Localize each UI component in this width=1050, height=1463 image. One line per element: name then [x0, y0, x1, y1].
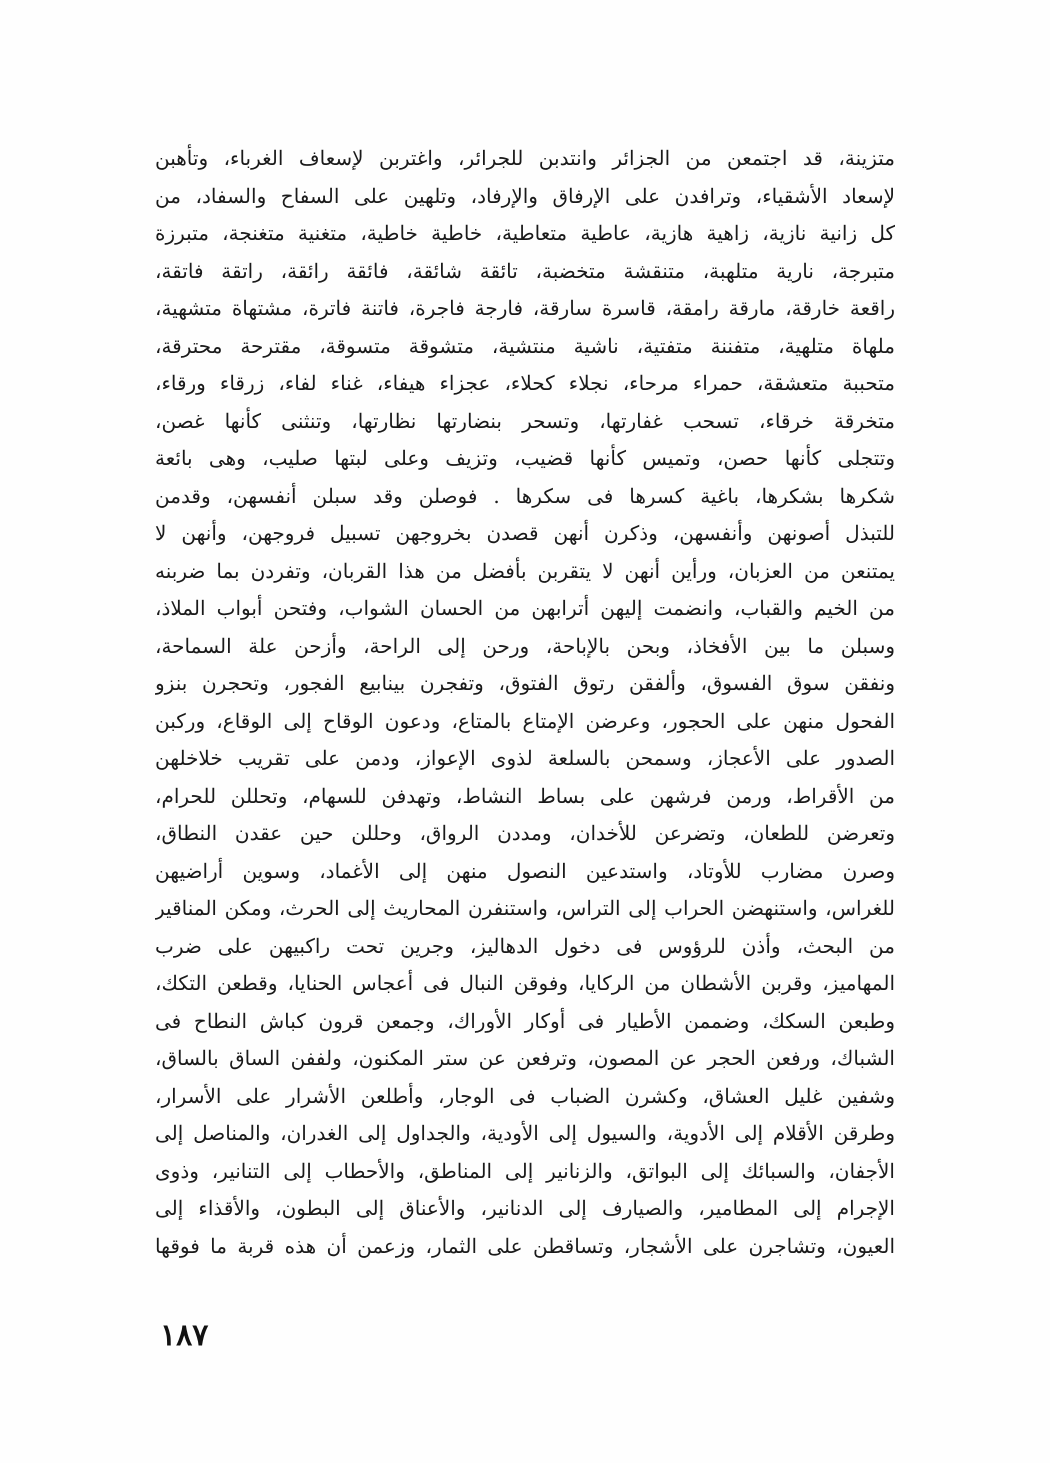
text-line: للغراس، واستنهضن الحراب إلى التراس، واستنفرن المحاريث إلى الحرث، ومكن المناقير — [155, 896, 895, 920]
text-line: وتعرضن للطعان، وتضرعن للأخدان، ومددن الرواق، وحللن حين عقدن النطاق، — [155, 821, 895, 845]
text-line: وصرن مضارب للأوتاد، واستدعين النصول منهن إلى الأغماد، وسوين أراضيهن — [155, 858, 895, 883]
text-line: الإجرام إلى المطامير، والصيارف إلى الدنانير، والأعناق إلى البطون، والأقذاء إلى — [155, 1196, 895, 1220]
text-line: وطرقن الأقلام إلى الأدوية، والسيول إلى الأودية، والجداول إلى الغدران، والمناصل إلى — [155, 1121, 895, 1145]
text-line: الصدور على الأعجاز، وسمحن بالسلعة لذوى الإعواز، ودمن على تقريب خلاخلهن — [155, 746, 895, 770]
text-line: متزينة، قد اجتمعن من الجزائر وانتدبن للجرائر، واغتربن لإسعاف الغرباء، وتأهبن — [155, 146, 895, 170]
text-line: الأجفان، والسبائك إلى البواتق، والزنانير إلى المناطق، والأحطاب إلى التنانير، وذوى — [155, 1158, 895, 1183]
text-line: متحببة متعشقة، حمراء مرحاء، نجلاء كحلاء، عجزاء هيفاء، غناء لفاء، زرقاء ورقاء، — [155, 371, 895, 395]
text-line: متخرقة خرقاء، تسحب غفارتها، وتسحر بنضارتها نظارتها، وتنثنى كأنها غصن، — [155, 408, 895, 433]
text-line: الشباك، ورفعن الحجر عن المصون، وترفعن عن ستر المكنون، ولففن الساق بالساق، — [155, 1046, 895, 1070]
text-line: وسبلن ما بين الأفخاذ، وبحن بالإباحة، ورحن إلى الراحة، وأزحن علة السماحة، — [155, 633, 895, 658]
text-line: من الأقراط، ورمن فرشهن على بساط النشاط، وتهدفن للسهام، وتحللن للحرام، — [155, 783, 895, 808]
text-line: العيون، وتشاجرن على الأشجار، وتساقطن على الثمار، وزعمن أن هذه قربة ما فوقها — [155, 1233, 895, 1258]
page-number: ١٨٧ — [160, 1318, 209, 1353]
text-line: للتبذل أصونهن وأنفسهن، وذكرن أنهن قصدن بخروجهن تسبيل فروجهن، وأنهن لا — [155, 521, 895, 545]
text-line: كل زانية نازية، زاهية هازية، عاطية متعاطية، خاطية خاطية، متغنية متغنجة، متبرزة — [155, 221, 895, 245]
body-text — [155, 140, 895, 1265]
text-line: من البحث، وأذن للرؤوس فى دخول الدهاليز، وجرين تحت راكبيهن على ضرب — [155, 933, 895, 958]
text-line: شكرها بشكرها، باغية كسرها فى سكرها . فوصلن وقد سبلن أنفسهن، وقدمن — [155, 483, 895, 508]
text-line: وشفين غليل العشاق، وكشرن الضباب فى الوجار، وأطلعن الأشرار على الأسرار، — [155, 1083, 895, 1108]
text-line: وطبعن السكك، وضممن الأطيار فى أوكار الأوراك، وجمعن قرون كباش النطاح فى — [155, 1008, 895, 1033]
text-line: الفحول منهن على الحجور، وعرضن الإمتاع بالمتاع، ودعون الوقاح إلى الوقاع، وركبن — [155, 708, 895, 733]
text-line: المهاميز، وقربن الأشطان من الركايا، وفوقن النبال فى أعجاس الحنايا، وقطعن التكك، — [155, 971, 895, 995]
text-line: يمتنعن من العزبان، ورأين أنهن لا يتقربن بأفضل من هذا القربان، وتفردن بما ضربنه — [155, 558, 895, 583]
text-line: وتتجلى كأنها حصن، وتميس كأنها قضيب، وتزيف وعلى لبتها صليب، وهى بائعة — [155, 446, 895, 470]
text-line: لإسعاد الأشقياء، وترافدن على الإرفاق والإرفاد، وتلهين على السفاح والسفاد، من — [155, 183, 895, 208]
text-line: راقعة خارقة، مارقة رامقة، قاسرة سارقة، فارجة فاجرة، فاتنة فاترة، مشتهاة متشهية، — [155, 296, 895, 320]
text-line: ملهاة متلهية، متفننة متفتية، ناشية منتشية، متشوقة متسوقة، مقترحة محترقة، — [155, 333, 895, 358]
text-line: ونفقن سوق الفسوق، وألفقن رتوق الفتوق، وتفجرن بينابيع الفجور، وتحجرن بنزو — [155, 671, 895, 695]
text-line: متبرجة، نارية متلهبة، متنقشة متخضبة، تائقة شائقة، فائقة رائقة، راتقة فاتقة، — [155, 258, 895, 283]
text-line: من الخيم والقباب، وانضمت إليهن أترابهن من الحسان الشواب، وفتحن أبواب الملاذ، — [155, 596, 895, 620]
